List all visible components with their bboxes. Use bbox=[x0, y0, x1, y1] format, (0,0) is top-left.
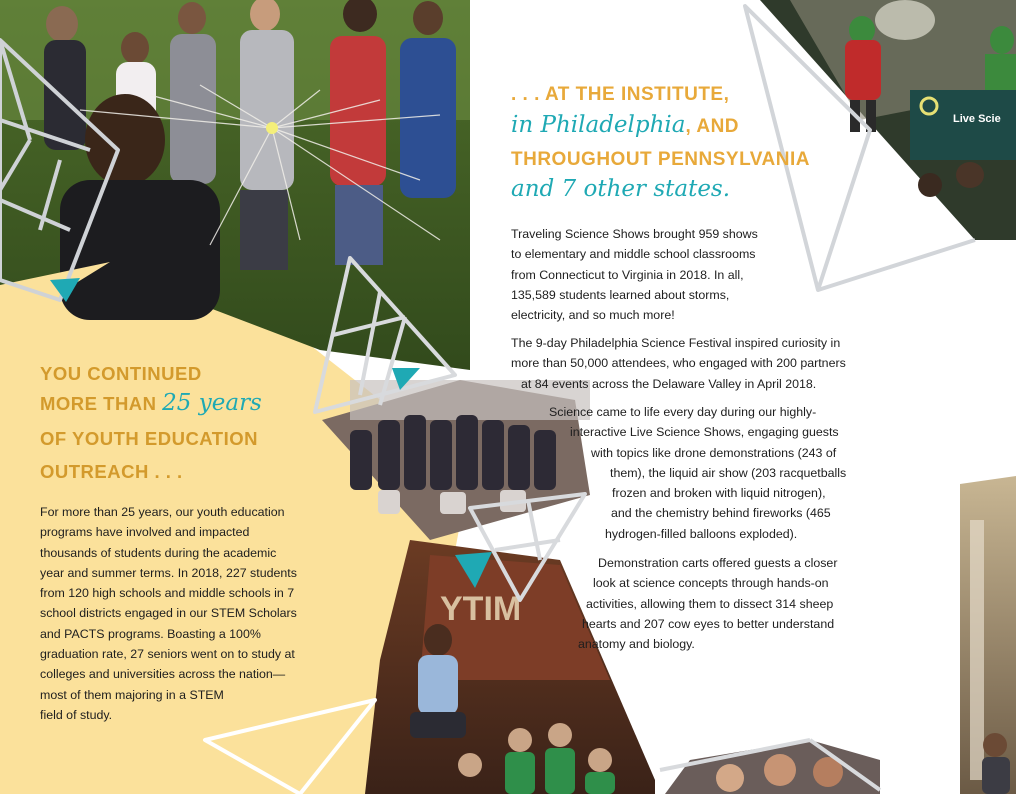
photo-museum-hall bbox=[960, 476, 1016, 794]
text-line: them), the liquid air show (203 racquetballs bbox=[610, 465, 847, 480]
text-line: year and summer terms. In 2018, 227 students bbox=[40, 565, 297, 580]
text-line: from 120 high schools and middle schools in 7 bbox=[40, 586, 295, 601]
stage-banner-text: YTIM bbox=[440, 590, 522, 628]
left-heading-line3: OF YOUTH EDUCATION bbox=[40, 428, 258, 449]
text-line: frozen and broken with liquid nitrogen), bbox=[612, 486, 826, 501]
text-line: and the chemistry behind fireworks (465 bbox=[611, 506, 831, 521]
right-heading-line3: THROUGHOUT PENNSYLVANIA bbox=[511, 149, 810, 170]
paragraph-demonstration-carts bbox=[578, 553, 837, 654]
right-heading-line4 bbox=[511, 176, 730, 202]
left-heading-25-years: 25 years bbox=[162, 390, 262, 416]
text-line: school districts engaged in our STEM Scholars bbox=[40, 606, 297, 621]
text-line: thousands of students during the academic bbox=[40, 545, 277, 560]
text-line: For more than 25 years, our youth education bbox=[40, 505, 285, 519]
left-heading-line1: YOU CONTINUED bbox=[40, 363, 202, 384]
text-line: hydrogen-filled balloons exploded). bbox=[605, 526, 798, 541]
text-line: electricity, and so much more! bbox=[511, 308, 675, 323]
paragraph-science-festival bbox=[511, 333, 846, 394]
text-line: look at science concepts through hands-on bbox=[593, 576, 829, 591]
right-heading-line2 bbox=[511, 112, 739, 138]
text-line: interactive Live Science Shows, engaging guests bbox=[570, 425, 839, 440]
text-line: activities, allowing them to dissect 314 sheep bbox=[586, 596, 834, 611]
right-heading-period: . bbox=[722, 176, 731, 202]
right-heading-and: , AND bbox=[685, 116, 740, 137]
text-line: from Connecticut to Virginia in 2018. In all, bbox=[511, 267, 744, 282]
stage-sign-text: Live Scie bbox=[953, 113, 1001, 125]
text-line: Science came to life every day during our highly- bbox=[549, 405, 817, 419]
text-line: at 84 events across the Delaware Valley in April 2018. bbox=[521, 376, 817, 391]
text-line: most of them majoring in a STEM bbox=[40, 687, 224, 702]
right-heading-states: and 7 other states bbox=[511, 176, 723, 202]
text-line: Traveling Science Shows brought 959 shows bbox=[511, 227, 758, 241]
text-line: hearts and 207 cow eyes to better understand bbox=[582, 616, 835, 631]
text-line: 135,589 students learned about storms, bbox=[511, 287, 730, 302]
text-line: graduation rate, 27 seniors went on to study at bbox=[40, 647, 295, 662]
text-line: colleges and universities across the nation— bbox=[40, 667, 286, 682]
text-line: Demonstration carts offered guests a closer bbox=[598, 556, 838, 570]
left-heading-line2 bbox=[40, 390, 262, 416]
text-line: anatomy and biology. bbox=[578, 637, 695, 652]
paragraph-live-science-shows bbox=[549, 402, 846, 544]
right-heading-philadelphia: in Philadelphia bbox=[511, 112, 686, 138]
left-heading-more-than: MORE THAN bbox=[40, 393, 163, 414]
text-line: programs have involved and impacted bbox=[40, 525, 250, 540]
photo-live-science-stage bbox=[760, 0, 1016, 240]
text-line: more than 50,000 attendees, who engaged with 200 partners bbox=[511, 356, 846, 371]
right-heading-line1: . . . AT THE INSTITUTE, bbox=[511, 84, 730, 105]
text-line: to elementary and middle school classrooms bbox=[511, 247, 756, 262]
left-heading-line4: OUTREACH . . . bbox=[40, 461, 183, 482]
text-line: The 9-day Philadelphia Science Festival inspired curiosity in bbox=[511, 336, 841, 350]
text-line: field of study. bbox=[40, 707, 113, 722]
paragraph-youth-education bbox=[40, 502, 297, 725]
paragraph-traveling-shows bbox=[511, 224, 758, 325]
text-line: and PACTS programs. Boasting a 100% bbox=[40, 626, 261, 641]
text-line: with topics like drone demonstrations (243 of bbox=[591, 445, 837, 460]
